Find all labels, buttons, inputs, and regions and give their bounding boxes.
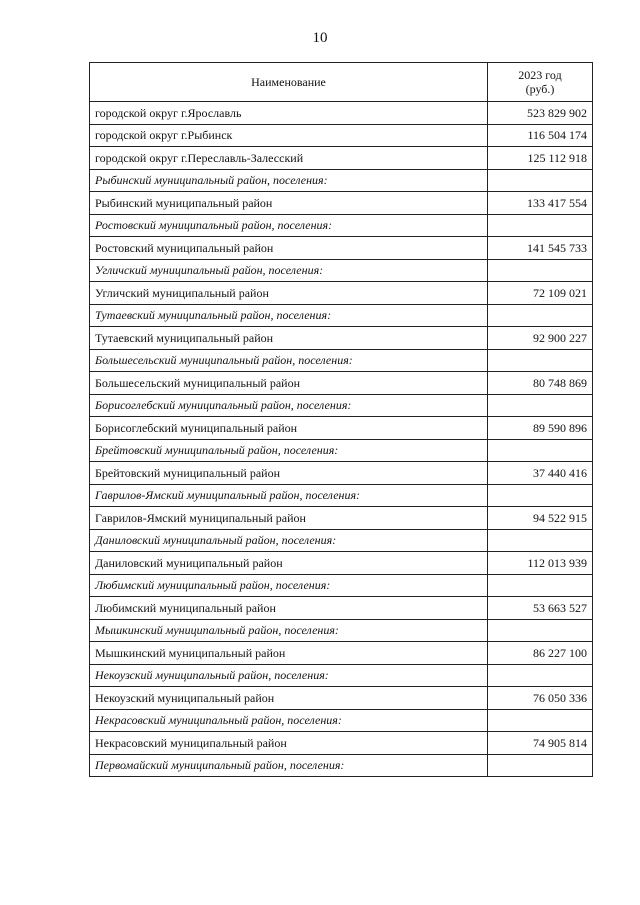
table-row <box>90 709 593 732</box>
table-header-row <box>90 63 593 102</box>
row-name-cell: Большесельский муниципальный район <box>90 372 488 395</box>
row-name-cell: Брейтовский муниципальный район, поселения: <box>90 439 488 462</box>
row-name-cell: Борисоглебский муниципальный район <box>90 417 488 440</box>
row-amount-cell: 133 417 554 <box>488 192 593 215</box>
row-amount-cell <box>488 349 593 372</box>
row-amount-cell <box>488 664 593 687</box>
table-row <box>90 259 593 282</box>
row-amount-cell: 80 748 869 <box>488 372 593 395</box>
table-row <box>90 124 593 147</box>
row-amount-cell <box>488 574 593 597</box>
row-name-cell: Некоузский муниципальный район <box>90 687 488 710</box>
row-amount-cell <box>488 619 593 642</box>
table-row <box>90 754 593 777</box>
row-name-cell: Большесельский муниципальный район, поселения: <box>90 349 488 372</box>
row-name-cell: Рыбинский муниципальный район, поселения: <box>90 169 488 192</box>
row-name-cell: Даниловский муниципальный район, поселения: <box>90 529 488 552</box>
table-row <box>90 372 593 395</box>
table-row <box>90 192 593 215</box>
table-row <box>90 642 593 665</box>
table-row <box>90 529 593 552</box>
row-amount-cell: 116 504 174 <box>488 124 593 147</box>
row-amount-cell <box>488 439 593 462</box>
row-name-cell: Тутаевский муниципальный район, поселения: <box>90 304 488 327</box>
table-row <box>90 327 593 350</box>
row-amount-cell <box>488 754 593 777</box>
table-row <box>90 507 593 530</box>
table-row <box>90 439 593 462</box>
row-name-cell: Рыбинский муниципальный район <box>90 192 488 215</box>
row-name-cell: Ростовский муниципальный район, поселения: <box>90 214 488 237</box>
table-row <box>90 147 593 170</box>
row-amount-cell <box>488 394 593 417</box>
row-amount-cell: 72 109 021 <box>488 282 593 305</box>
table-row <box>90 552 593 575</box>
table-body <box>90 102 593 777</box>
table-row <box>90 597 593 620</box>
column-header-unit: (руб.) <box>525 82 555 96</box>
table-row <box>90 394 593 417</box>
row-name-cell: Гаврилов-Ямский муниципальный район <box>90 507 488 530</box>
row-amount-cell: 92 900 227 <box>488 327 593 350</box>
row-amount-cell: 76 050 336 <box>488 687 593 710</box>
table-row <box>90 237 593 260</box>
table-row <box>90 462 593 485</box>
column-header-name: Наименование <box>90 63 488 102</box>
row-name-cell: Любимский муниципальный район, поселения: <box>90 574 488 597</box>
row-name-cell: Некоузский муниципальный район, поселения: <box>90 664 488 687</box>
table-row <box>90 282 593 305</box>
row-amount-cell: 37 440 416 <box>488 462 593 485</box>
row-name-cell: Некрасовский муниципальный район, поселения: <box>90 709 488 732</box>
row-name-cell: Брейтовский муниципальный район <box>90 462 488 485</box>
row-amount-cell: 112 013 939 <box>488 552 593 575</box>
row-name-cell: Тутаевский муниципальный район <box>90 327 488 350</box>
row-name-cell: Мышкинский муниципальный район, поселения: <box>90 619 488 642</box>
row-name-cell: Любимский муниципальный район <box>90 597 488 620</box>
row-name-cell: Угличский муниципальный район <box>90 282 488 305</box>
row-name-cell: городской округ г.Рыбинск <box>90 124 488 147</box>
row-amount-cell <box>488 529 593 552</box>
row-amount-cell: 53 663 527 <box>488 597 593 620</box>
row-amount-cell: 74 905 814 <box>488 732 593 755</box>
row-name-cell: Угличский муниципальный район, поселения: <box>90 259 488 282</box>
row-name-cell: Ростовский муниципальный район <box>90 237 488 260</box>
table-row <box>90 732 593 755</box>
row-amount-cell <box>488 484 593 507</box>
table-row <box>90 304 593 327</box>
table-row <box>90 102 593 125</box>
row-name-cell: Некрасовский муниципальный район <box>90 732 488 755</box>
row-name-cell: Гаврилов-Ямский муниципальный район, поселения: <box>90 484 488 507</box>
row-amount-cell <box>488 214 593 237</box>
row-amount-cell: 125 112 918 <box>488 147 593 170</box>
row-name-cell: Даниловский муниципальный район <box>90 552 488 575</box>
row-name-cell: городской округ г.Переславль-Залесский <box>90 147 488 170</box>
table-row <box>90 687 593 710</box>
table-row <box>90 574 593 597</box>
row-amount-cell <box>488 259 593 282</box>
row-amount-cell: 89 590 896 <box>488 417 593 440</box>
table-row <box>90 417 593 440</box>
table-row <box>90 619 593 642</box>
table-row <box>90 664 593 687</box>
row-amount-cell: 86 227 100 <box>488 642 593 665</box>
page-number: 10 <box>312 30 328 46</box>
row-amount-cell: 523 829 902 <box>488 102 593 125</box>
column-header-amount <box>488 63 593 102</box>
row-amount-cell: 141 545 733 <box>488 237 593 260</box>
budget-table <box>89 62 593 777</box>
row-name-cell: Мышкинский муниципальный район <box>90 642 488 665</box>
table-row <box>90 169 593 192</box>
row-name-cell: Первомайский муниципальный район, поселения: <box>90 754 488 777</box>
row-name-cell: Борисоглебский муниципальный район, поселения: <box>90 394 488 417</box>
row-amount-cell <box>488 709 593 732</box>
row-amount-cell <box>488 169 593 192</box>
table-row <box>90 484 593 507</box>
table-row <box>90 214 593 237</box>
table-row <box>90 349 593 372</box>
row-name-cell: городской округ г.Ярославль <box>90 102 488 125</box>
row-amount-cell <box>488 304 593 327</box>
column-header-year: 2023 год <box>518 68 562 82</box>
row-amount-cell: 94 522 915 <box>488 507 593 530</box>
